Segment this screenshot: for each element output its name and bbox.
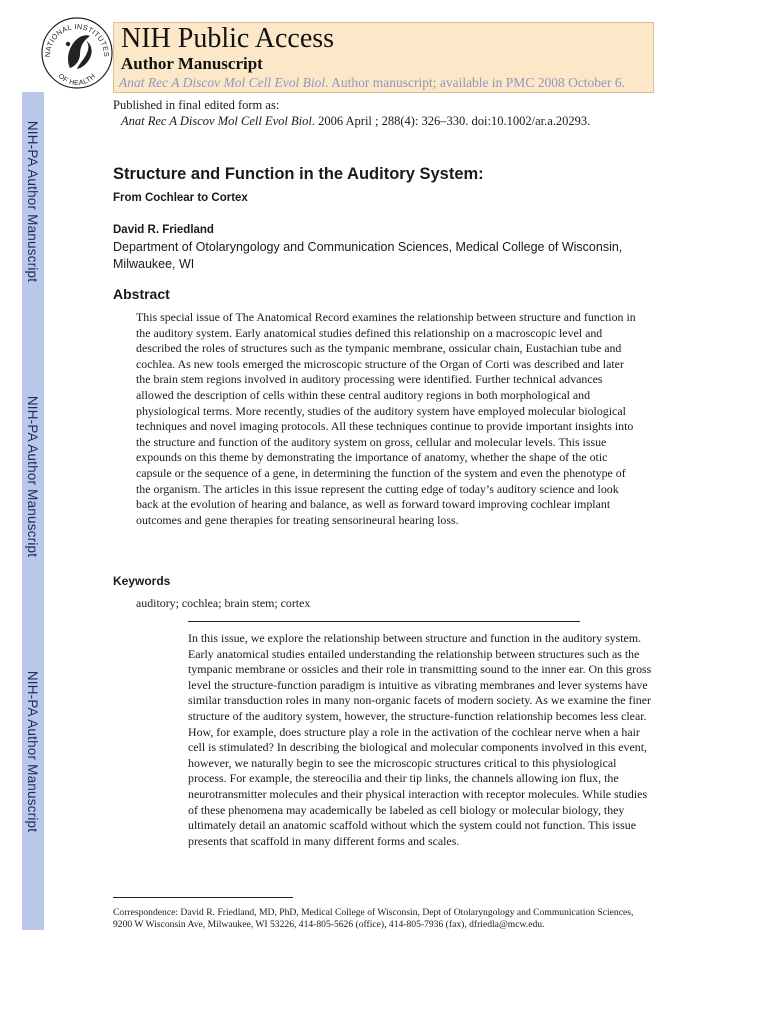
citation-journal: Anat Rec A Discov Mol Cell Evol Biol	[121, 114, 312, 128]
correspondence-footnote: Correspondence: David R. Friedland, MD, PhD, Medical College of Wisconsin, Dept of Otolaryngology and Communication Sciences, 9200 W Wisconsin Ave, Milwaukee, WI 53226, 414-805-5626 (office), 414-805-7936 (fax), dfriedla@mcw.edu.	[113, 907, 634, 930]
citation-details: . 2006 April ; 288(4): 326–330. doi:10.1002/ar.a.20293.	[311, 114, 591, 128]
sidebar-label-3: NIH-PA Author Manuscript	[25, 670, 41, 832]
nih-header-box	[113, 22, 654, 93]
nih-logo	[40, 16, 114, 90]
footnote-divider	[113, 897, 293, 898]
keywords-heading: Keywords	[113, 574, 171, 588]
abstract-text: This special issue of The Anatomical Record examines the relationship between structure and function in the auditory system. Early anatomical studies defined this relationship on a macroscopic level and described the roles of structures such as the tympanic membrane, ossicular chain, Eustachian tube and cochlea. As new tools emerged the microscopic structure of the Organ of Corti was described and later the brain stem regions involved in auditory processing were identified. Further technical advances allowed the description of cells within these central auditory regions in both morphological and physiological terms. More recently, studies of the auditory system have employed molecular biological techniques and novel imaging protocols. All these techniques continue to provide important insights into the structure and function of the auditory system on gross, cellular and molecular levels. This issue expounds on this theme by demonstrating the importance of anatomy, whether the shape of the otic capsule or the sequence of a gene, in determining the function of the system and even the phenotype of the organism. The articles in this issue represent the cutting edge of today’s auditory science and look back at the evolution of hearing and balance, as well as forward toward improving cochlear implant outcomes and gene therapies for treating sensorineural hearing loss.	[136, 310, 636, 527]
published-citation	[121, 114, 590, 129]
article-subtitle: From Cochlear to Cortex	[113, 192, 248, 204]
keywords-list: auditory; cochlea; brain stem; cortex	[136, 596, 311, 610]
availability-text: . Author manuscript; available in PMC 2008 October 6.	[325, 75, 626, 90]
section-divider	[188, 621, 580, 622]
published-intro: Published in final edited form as:	[113, 98, 280, 112]
author-name: David R. Friedland	[113, 224, 214, 236]
sidebar-label-2: NIH-PA Author Manuscript	[25, 395, 41, 557]
body-paragraph: In this issue, we explore the relationship between structure and function in the auditory system. Early anatomical studies entailed understanding the relationship between structures such as the tympanic membrane or ossicles and their role in transmitting sound to the inner ear. On this gross level the structure-function paradigm is intuitive as vibrating membranes and lever systems have similar transduction roles in many non-organic facets of modern society. As we examine the finer structure of the auditory system, however, the structure-function relationship becomes less clear. How, for example, does structure play a role in the activation of the cochlear nerve when a hair cell is stimulated? In describing the biological and molecular components involved in this event, however, we naturally begin to see the microscopic structures critical to this physiological process. For example, the stereocilia and their tip links, the channels allowing ion flux, the neurotransmitter molecules and their physical interaction with receptor molecules. While studies of these phenomena may academically be labeled as cell biology or molecular biology, they ultimately detail an anatomic scaffold without which the system could not function. This issue presents that scaffold in many different forms and scales.	[188, 631, 652, 848]
logo-text-top: NATIONAL INSTITUTES	[42, 21, 112, 58]
author-affiliation: Department of Otolaryngology and Communication Sciences, Medical College of Wisconsin, Milwaukee, WI	[113, 240, 623, 271]
header-title: NIH Public Access	[121, 23, 335, 54]
availability-line	[119, 75, 625, 91]
availability-journal: Anat Rec A Discov Mol Cell Evol Biol	[119, 75, 326, 90]
header-subtitle: Author Manuscript	[121, 54, 263, 73]
sidebar-label-1: NIH-PA Author Manuscript	[25, 120, 41, 282]
logo-text-bottom: OF HEALTH	[56, 72, 98, 88]
article-title: Structure and Function in the Auditory System:	[113, 165, 484, 183]
abstract-heading: Abstract	[113, 286, 170, 302]
